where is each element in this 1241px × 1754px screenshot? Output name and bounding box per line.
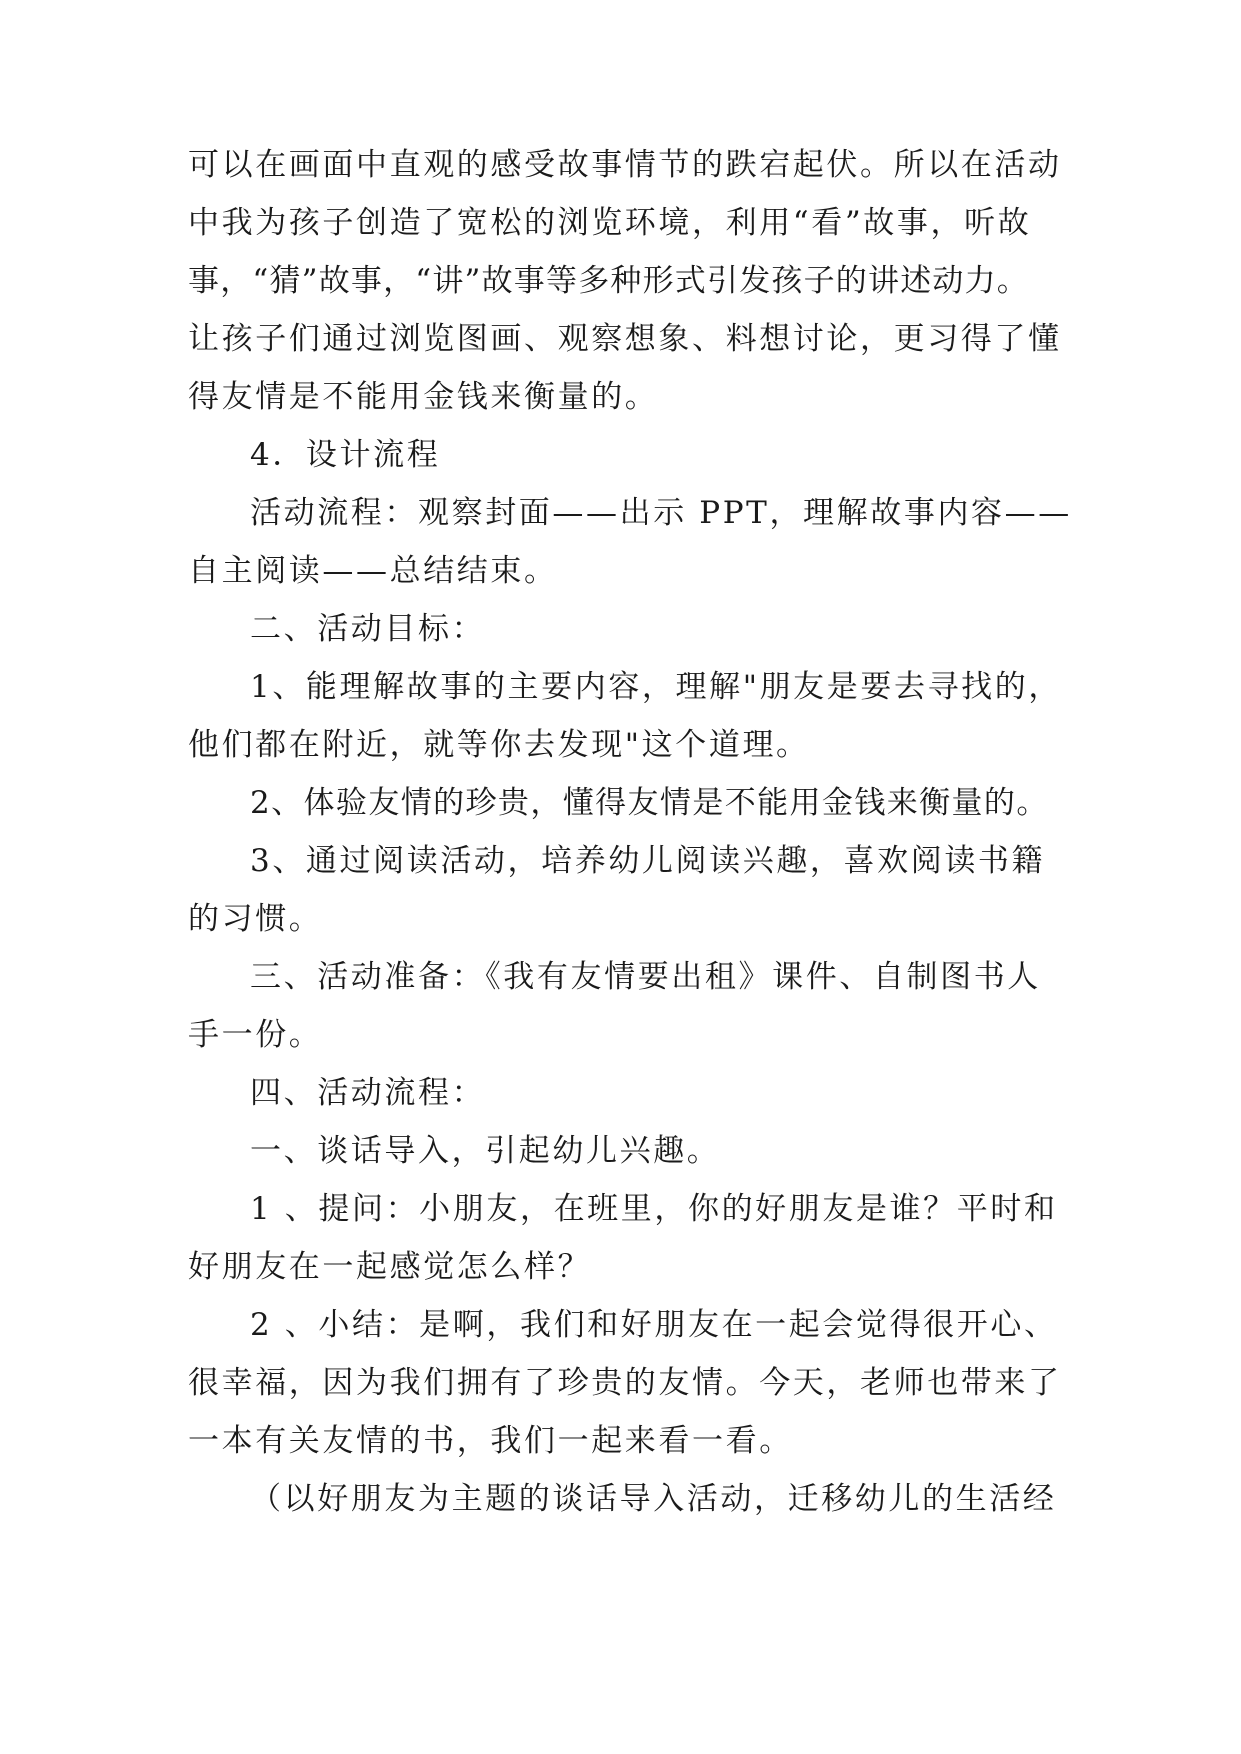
section-heading: 二、活动目标： (250, 611, 486, 647)
text-line: 三、活动准备：《我有友情要出租》课件、自制图书人 (250, 959, 1041, 995)
text-line: 2、体验友情的珍贵，懂得友情是不能用金钱来衡量的。 (250, 785, 1049, 821)
text-line: 1、能理解故事的主要内容，理解"朋友是要去寻找的， (250, 669, 1062, 705)
text-line: 2 、小结：是啊，我们和好朋友在一起会觉得很开心、 (250, 1307, 1058, 1343)
section-heading: 4．设计流程 (250, 437, 441, 473)
text-line: 事，“猜”故事，“讲”故事等多种形式引发孩子的讲述动力。 (188, 263, 1029, 299)
text-line: （以好朋友为主题的谈话导入活动，迁移幼儿的生活经 (250, 1481, 1057, 1517)
text-line: 得友情是不能用金钱来衡量的。 (188, 379, 659, 415)
text-line: 活动流程：观察封面——出示 PPT，理解故事内容—— (250, 495, 1072, 531)
text-line: 可以在画面中直观的感受故事情节的跌宕起伏。所以在活动 (188, 147, 1062, 183)
text-line: 他们都在附近，就等你去发现"这个道理。 (188, 727, 810, 763)
text-line: 让孩子们通过浏览图画、观察想象、料想讨论，更习得了懂 (188, 321, 1062, 357)
text-line: 3、通过阅读活动，培养幼儿阅读兴趣，喜欢阅读书籍 (250, 843, 1046, 879)
text-line: 中我为孩子创造了宽松的浏览环境，利用“看”故事，听故 (188, 205, 1032, 241)
text-line: 的习惯。 (188, 901, 323, 937)
text-line: 手一份。 (188, 1017, 323, 1053)
text-line: 一本有关友情的书，我们一起来看一看。 (188, 1423, 793, 1459)
text-line: 好朋友在一起感觉怎么样？ (188, 1249, 592, 1285)
text-line: 1 、提问：小朋友，在班里，你的好朋友是谁？平时和 (250, 1191, 1058, 1227)
text-line: 自主阅读——总结结束。 (188, 553, 558, 589)
section-heading: 一、谈话导入，引起幼儿兴趣。 (250, 1133, 721, 1169)
text-line: 很幸福，因为我们拥有了珍贵的友情。今天，老师也带来了 (188, 1365, 1062, 1401)
section-heading: 四、活动流程： (250, 1075, 486, 1111)
